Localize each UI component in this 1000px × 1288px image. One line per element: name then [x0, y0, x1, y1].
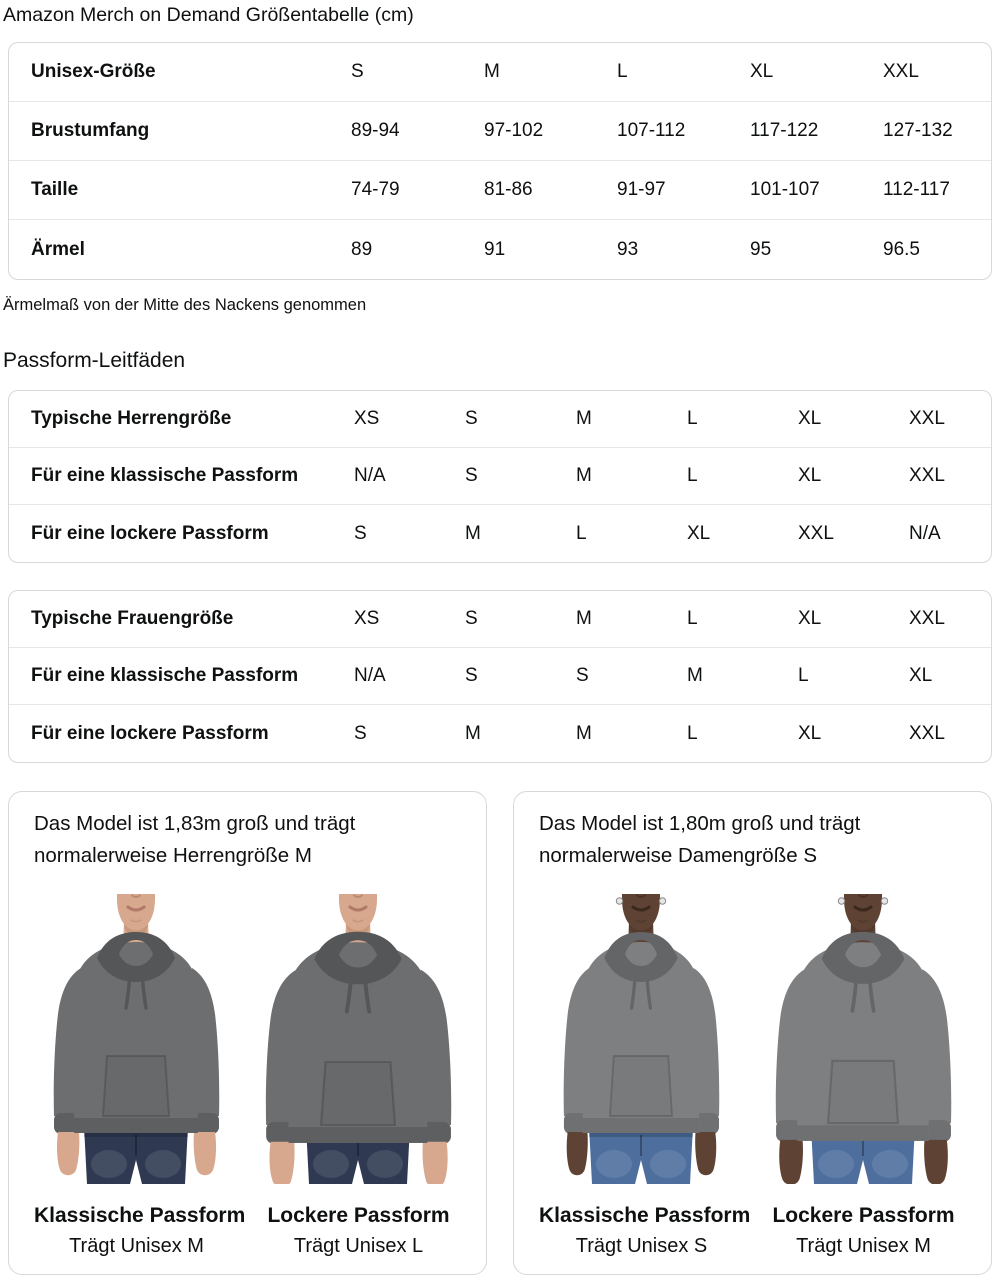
size-cell: M	[484, 61, 500, 82]
fit-label: Klassische Passform	[539, 1204, 751, 1227]
size-cell: 91-97	[617, 179, 666, 200]
size-cell: XS	[354, 608, 380, 629]
row-label: Für eine klassische Passform	[31, 665, 299, 686]
table-row	[9, 102, 991, 161]
table-row	[9, 43, 991, 102]
size-cell: XXL	[909, 608, 945, 629]
size-chart-page	[0, 3, 1000, 1288]
row-label: Für eine klassische Passform	[31, 465, 299, 486]
size-cell: XL	[798, 608, 822, 629]
women-fit-table	[8, 590, 992, 763]
size-cell: L	[798, 665, 809, 686]
row-label: Ärmel	[31, 238, 85, 260]
model-figure-classic	[34, 894, 246, 1258]
table-row	[9, 505, 991, 562]
model-cards	[8, 791, 992, 1275]
size-cell: M	[465, 522, 481, 544]
size-cell: M	[576, 722, 592, 744]
size-cell: 89	[351, 238, 373, 260]
size-cell: XXL	[883, 61, 919, 82]
row-label: Brustumfang	[31, 120, 150, 141]
size-cell: 117-122	[750, 120, 819, 141]
size-cell: XXL	[909, 722, 945, 744]
size-cell: 91	[484, 238, 506, 260]
wears-size-label: Trägt Unisex M	[796, 1235, 931, 1257]
size-cell: 107-112	[617, 120, 686, 141]
table-row	[9, 648, 991, 705]
model-photo	[256, 894, 461, 1184]
size-cell: 127-132	[883, 120, 953, 141]
size-cell: S	[465, 408, 478, 429]
size-cell: N/A	[354, 665, 386, 686]
row-label: Für eine lockere Passform	[31, 722, 269, 744]
hoodie-model-illustration	[539, 894, 744, 1184]
row-label: Typische Herrengröße	[31, 408, 232, 429]
wears-size-label: Trägt Unisex L	[293, 1235, 424, 1257]
size-cell: S	[351, 61, 364, 82]
fit-guides-heading: Passform-Leitfäden	[3, 349, 186, 372]
size-cell: 93	[617, 238, 639, 260]
model-card-women	[513, 791, 992, 1275]
table-row	[9, 220, 991, 279]
table-row	[9, 705, 991, 762]
model-card-men	[8, 791, 487, 1275]
wears-size-label: Trägt Unisex S	[575, 1235, 708, 1257]
table-row	[9, 391, 991, 448]
size-cell: M	[576, 465, 592, 486]
model-photo	[34, 894, 239, 1184]
size-cell: L	[687, 465, 698, 486]
size-cell: M	[576, 408, 592, 429]
size-cell: M	[687, 665, 703, 686]
size-cell: XXL	[798, 522, 834, 544]
fit-label: Klassische Passform	[34, 1204, 246, 1227]
row-label: Unisex-Größe	[31, 61, 156, 82]
model-figure-classic	[539, 894, 751, 1258]
size-cell: M	[576, 608, 592, 629]
size-cell: 81-86	[484, 179, 533, 200]
model-figure-loose	[256, 894, 461, 1258]
row-label: Für eine lockere Passform	[31, 522, 269, 544]
size-cell: S	[354, 522, 367, 544]
size-cell: 74-79	[351, 179, 400, 200]
size-cell: XL	[687, 522, 711, 544]
size-cell: L	[687, 722, 698, 744]
size-cell: S	[576, 665, 589, 686]
model-photos-row	[539, 894, 966, 1258]
hoodie-model-illustration	[34, 894, 239, 1184]
size-cell: 97-102	[484, 120, 544, 141]
row-label: Taille	[31, 179, 79, 200]
size-cell: XL	[750, 61, 774, 82]
model-description: Das Model ist 1,80m groß und trägt normalerweise Damengröße S	[539, 812, 861, 867]
size-cell: S	[354, 722, 367, 744]
model-figure-loose	[761, 894, 966, 1258]
model-description: Das Model ist 1,83m groß und trägt normalerweise Herrengröße M	[34, 812, 356, 867]
page-title: Amazon Merch on Demand Größentabelle (cm)	[3, 4, 414, 26]
table-row	[9, 448, 991, 505]
table-row	[9, 161, 991, 220]
fit-label: Lockere Passform	[772, 1204, 955, 1227]
size-cell: 95	[750, 238, 772, 260]
size-cell: M	[465, 722, 481, 744]
size-cell: S	[465, 465, 478, 486]
size-cell: XL	[909, 665, 933, 686]
size-cell: XS	[354, 408, 380, 429]
wears-size-label: Trägt Unisex M	[69, 1235, 204, 1257]
size-cell: 112-117	[883, 179, 950, 200]
size-cell: XL	[798, 465, 822, 486]
size-cell: S	[465, 665, 478, 686]
size-cell: XL	[798, 722, 822, 744]
fit-label: Lockere Passform	[267, 1204, 450, 1227]
size-cell: 96.5	[883, 238, 920, 260]
table-row	[9, 591, 991, 648]
size-cell: L	[617, 61, 628, 82]
size-cell: L	[687, 608, 698, 629]
size-cell: XXL	[909, 408, 945, 429]
men-fit-table	[8, 390, 992, 563]
size-cell: XL	[798, 408, 822, 429]
size-cell: S	[465, 608, 478, 629]
size-cell: L	[576, 522, 587, 544]
unisex-size-table	[8, 42, 992, 280]
hoodie-model-illustration	[761, 894, 966, 1184]
size-cell: 89-94	[351, 120, 400, 141]
size-cell: L	[687, 408, 698, 429]
row-label: Typische Frauengröße	[31, 608, 234, 629]
model-photo	[761, 894, 966, 1184]
size-cell: N/A	[354, 465, 386, 486]
model-photo	[539, 894, 744, 1184]
model-photos-row	[34, 894, 461, 1258]
size-cell: N/A	[909, 522, 941, 544]
size-cell: XXL	[909, 465, 945, 486]
sleeve-measure-note: Ärmelmaß von der Mitte des Nackens genommen	[3, 296, 367, 314]
size-cell: 101-107	[750, 179, 820, 200]
hoodie-model-illustration	[256, 894, 461, 1184]
